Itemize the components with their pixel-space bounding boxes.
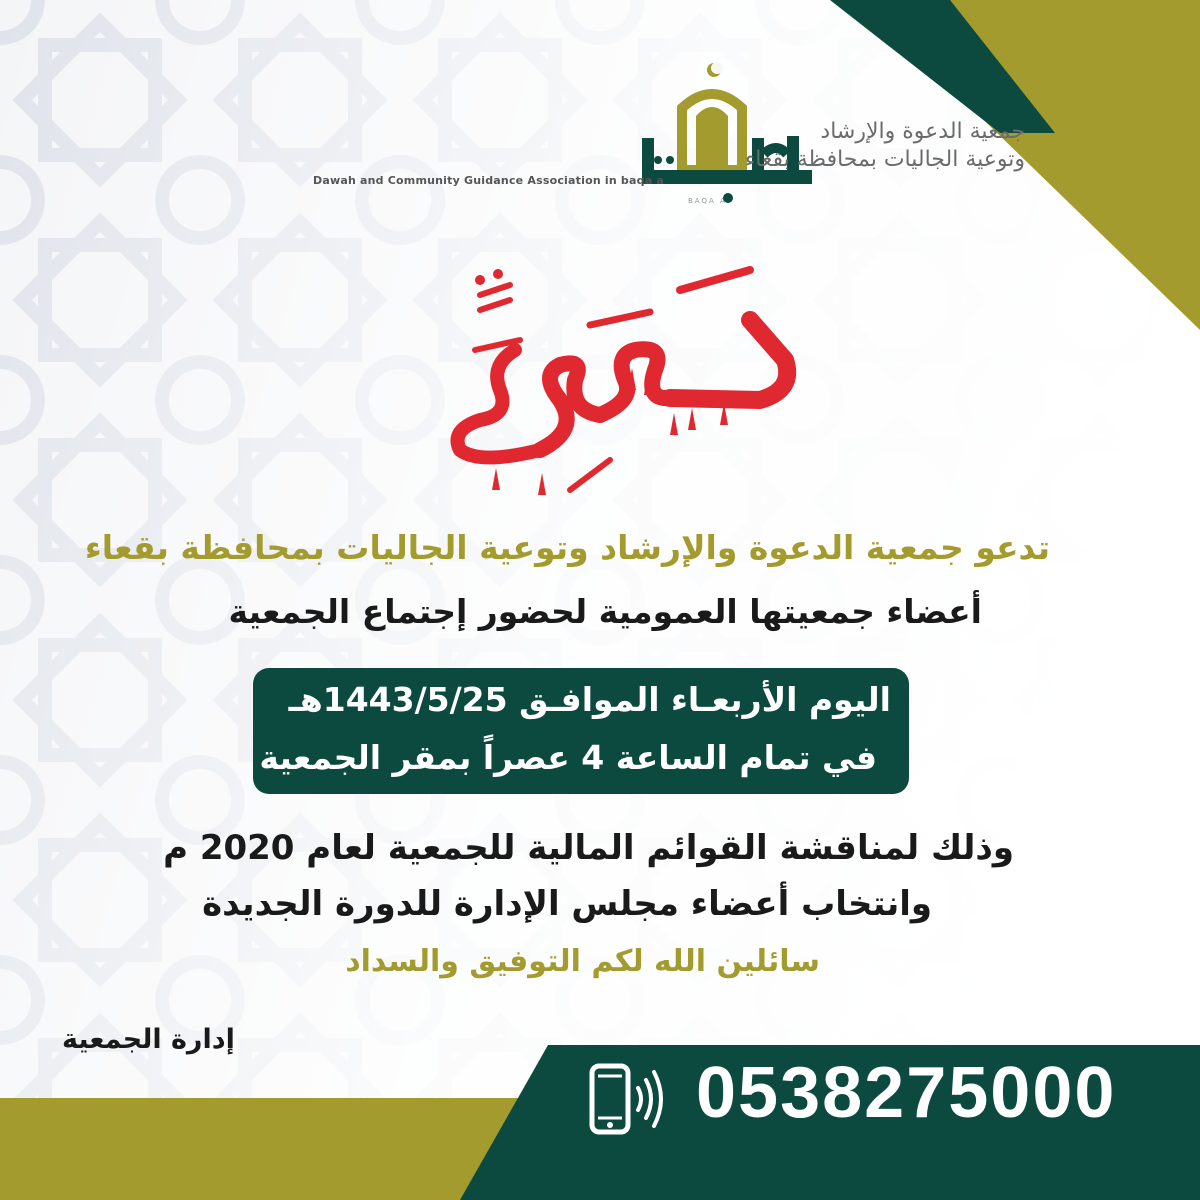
invitation-calligraphy-title [420, 250, 800, 510]
closing-prayer: سائلين الله لكم التوفيق والسداد [345, 944, 820, 979]
logo-name-line1: جمعية الدعوة والإرشاد [820, 119, 1025, 144]
logo-caption: BAQA A [688, 197, 727, 205]
date-time-box [253, 668, 909, 794]
mobile-phone-icon [588, 1062, 668, 1138]
meeting-purpose-line2: وانتخاب أعضاء مجلس الإدارة للدورة الجديدة [202, 884, 932, 924]
meeting-purpose-line1: وذلك لمناقشة القوائم المالية للجمعية لعام 2020 م [163, 828, 1014, 868]
invitation-intro: تدعو جمعية الدعوة والإرشاد وتوعية الجاليات بمحافظة بقعاء [84, 528, 1050, 567]
signature: إدارة الجمعية [62, 1024, 235, 1055]
logo-name-line2: وتوعية الجاليات بمحافظة بقعاء [744, 147, 1025, 172]
logo-name-english: Dawah and Community Guidance Association in baqa a [313, 174, 664, 187]
invitation-members: أعضاء جمعيتها العمومية لحضور إجتماع الجمعية [228, 592, 982, 631]
meeting-date: اليوم الأربعـاء الموافـق 1443/5/25هـ [288, 680, 891, 719]
meeting-time-location: في تمام الساعة 4 عصراً بمقر الجمعية [259, 738, 877, 777]
phone-number[interactable]: 0538275000 [696, 1053, 1117, 1133]
